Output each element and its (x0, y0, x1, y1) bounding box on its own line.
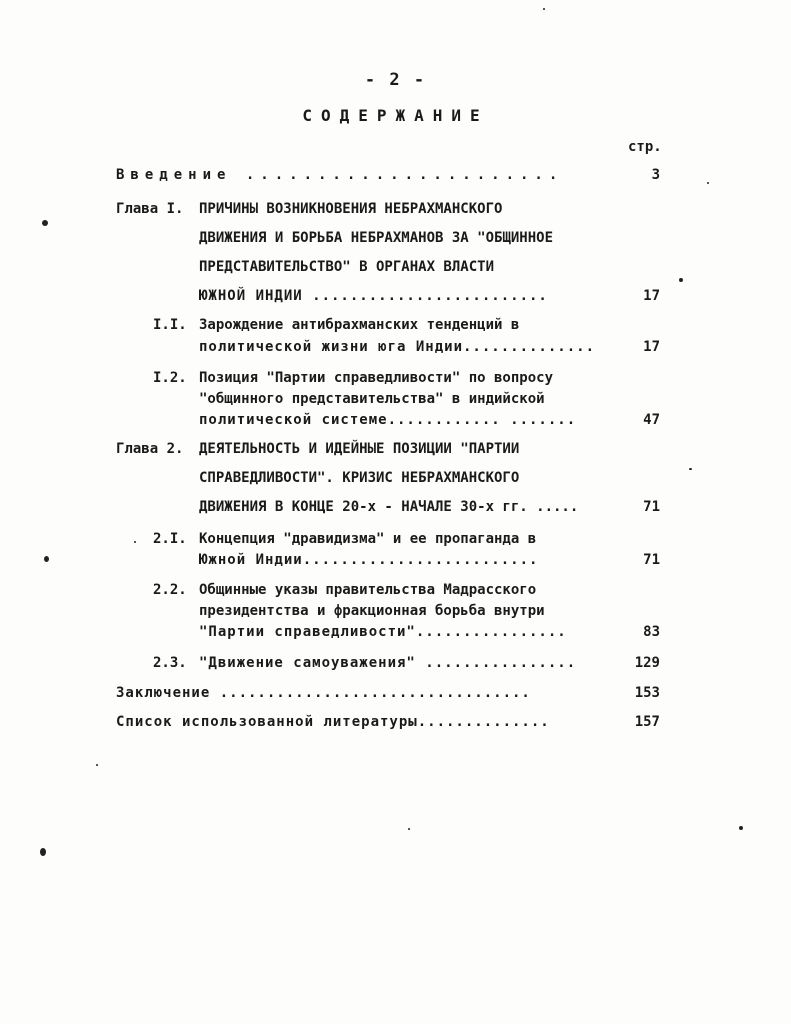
toc-s22-line: "Партии справедливости"................ (199, 624, 567, 640)
scan-speck (739, 826, 743, 830)
toc-s21-line: Концепция "дравидизма" и ее пропаганда в (199, 531, 537, 547)
toc-s23-label: 2.3. (153, 655, 187, 671)
toc-s22-line: Общинные указы правительства Мадрасского (199, 582, 537, 598)
toc-s22-page: 83 (643, 624, 660, 640)
scan-speck (408, 828, 410, 830)
toc-intro-text: Введение ...................... (116, 167, 564, 183)
toc-conclusion-page: 153 (634, 685, 660, 701)
toc-ch2-line: ДЕЯТЕЛЬНОСТЬ И ИДЕЙНЫЕ ПОЗИЦИИ "ПАРТИИ (199, 441, 520, 457)
toc-s21-page: 71 (643, 552, 660, 568)
toc-bibliography-page: 157 (634, 714, 660, 730)
scan-speck (42, 220, 48, 226)
toc-conclusion-text: Заключение ................................. (116, 685, 531, 701)
pages-column-header: стр. (628, 139, 662, 155)
toc-s12-line: "общинного представительства" в индийской (199, 391, 545, 407)
scan-speck (44, 556, 49, 562)
scan-speck (543, 8, 545, 10)
toc-ch1-line: ЮЖНОЙ ИНДИИ ......................... (199, 288, 548, 304)
toc-bibliography-text: Список использованной литературы.............. (116, 714, 550, 730)
page-number: - 2 - (364, 70, 427, 90)
toc-s22-label: 2.2. (153, 582, 187, 598)
toc-intro-page: 3 (651, 167, 660, 183)
toc-s11-line: политической жизни юга Индии.............. (199, 339, 596, 355)
toc-ch1-label: Глава I. (116, 201, 184, 217)
toc-s11-line: Зарождение антибрахманских тенденций в (199, 317, 520, 333)
toc-s12-line: Позиция "Партии справедливости" по вопросу (199, 370, 554, 386)
toc-ch2-label: Глава 2. (116, 441, 184, 457)
toc-s12-page: 47 (643, 412, 660, 428)
toc-s21-line: Южной Индии......................... (199, 552, 539, 568)
toc-s21-label: 2.I. (153, 531, 187, 547)
toc-s12-line: политической системе............ ....... (199, 412, 577, 428)
toc-s22-line: президентства и фракционная борьба внутри (199, 603, 545, 619)
scan-speck (40, 848, 46, 856)
toc-ch2-line: ДВИЖЕНИЯ В КОНЦЕ 20-х - НАЧАЛЕ 30-х гг. ..... (199, 499, 579, 515)
scan-speck (689, 468, 692, 470)
scan-speck (707, 182, 709, 184)
document-title: СОДЕРЖАНИЕ (302, 106, 489, 125)
toc-ch1-line: ДВИЖЕНИЯ И БОРЬБА НЕБРАХМАНОВ ЗА "ОБЩИННОЕ (199, 230, 554, 246)
toc-s23-page: 129 (634, 655, 660, 671)
toc-s12-label: I.2. (153, 370, 187, 386)
toc-ch1-page: 17 (643, 288, 660, 304)
scan-speck (134, 541, 136, 543)
toc-ch1-line: ПРЕДСТАВИТЕЛЬСТВО" В ОРГАНАХ ВЛАСТИ (199, 259, 495, 275)
toc-s11-page: 17 (643, 339, 660, 355)
scan-speck (96, 764, 98, 766)
scan-speck (679, 278, 683, 282)
toc-ch1-line: ПРИЧИНЫ ВОЗНИКНОВЕНИЯ НЕБРАХМАНСКОГО (199, 201, 503, 217)
toc-s11-label: I.I. (153, 317, 187, 333)
toc-ch2-page: 71 (643, 499, 660, 515)
toc-ch2-line: СПРАВЕДЛИВОСТИ". КРИЗИС НЕБРАХМАНСКОГО (199, 470, 520, 486)
toc-s23-line: "Движение самоуважения" ................ (199, 655, 577, 671)
